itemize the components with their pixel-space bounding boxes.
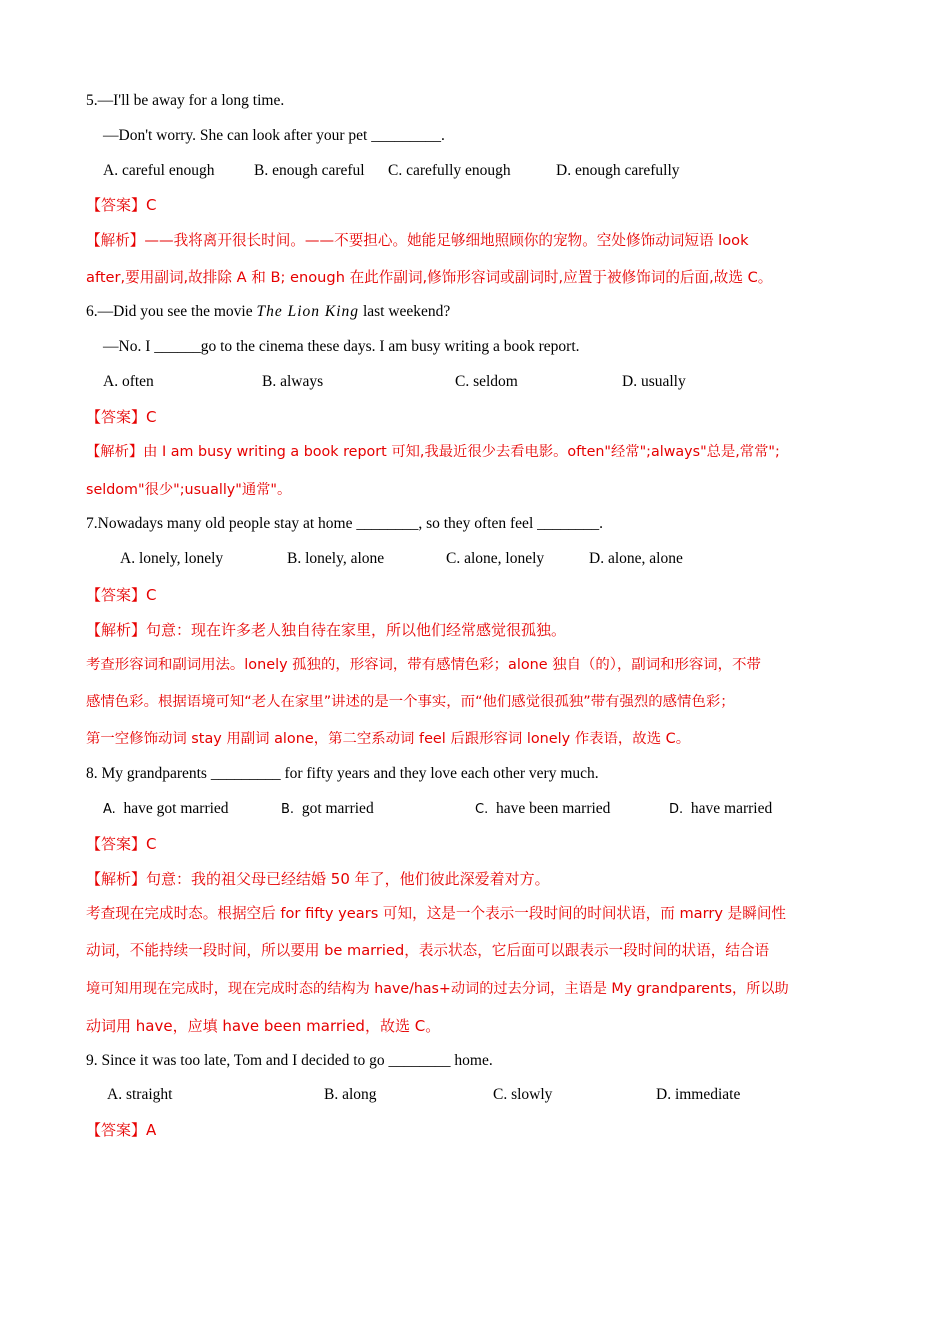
question-7-analysis-line4: 第一空修饰动词 stay 用副词 alone，第二空系动词 feel 后跟形容词 lonely 作表语，故选 C。 (86, 731, 691, 747)
question-8-option-b: B. got married (281, 800, 374, 817)
question-6-reply: —No. I ______go to the cinema these days. I am busy writing a book report. (103, 338, 580, 355)
question-7-analysis-line3: 感情色彩。根据语境可知“老人在家里”讲述的是一个事实，而“他们感觉很孤独”带有强烈的感情色彩； (86, 694, 735, 710)
question-8-stem: 8. My grandparents _________ for fifty years and they love each other very much. (86, 765, 599, 782)
question-7-analysis: 【解析】句意：现在许多老人独自待在家里，所以他们经常感觉很孤独。 (86, 621, 567, 639)
question-5-option-d: D. enough carefully (556, 162, 680, 179)
question-7-option-c: C. alone, lonely (446, 550, 545, 567)
question-9-stem: 9. Since it was too late, Tom and I decided to go ________ home. (86, 1052, 493, 1069)
question-6-option-b: B. always (262, 373, 324, 390)
question-8-analysis-line2: 考查现在完成时态。根据空后 for fifty years 可知，这是一个表示一段时间的时间状语，而 marry 是瞬间性 (86, 905, 787, 922)
question-5-option-c: C. carefully enough (388, 162, 511, 179)
question-6-option-c: C. seldom (455, 373, 518, 390)
question-8-option-d: D. have married (669, 800, 773, 817)
question-5-answer: 【答案】C (86, 196, 157, 214)
question-7-analysis-line2: 考查形容词和副词用法。lonely 孤独的，形容词，带有感情色彩；alone 独自（的），副词和形容词，不带 (86, 657, 761, 673)
question-8-option-c: C. have been married (475, 800, 611, 817)
question-8-analysis-line5: 动词用 have，应填 have been married，故选 C。 (86, 1017, 441, 1035)
question-9-option-a: A. straight (107, 1086, 173, 1103)
question-6-option-d: D. usually (622, 373, 686, 390)
question-9-option-c: C. slowly (493, 1086, 553, 1103)
question-7-answer: 【答案】C (86, 586, 157, 604)
question-8-answer: 【答案】C (86, 835, 157, 853)
question-7-stem: 7.Nowadays many old people stay at home ________, so they often feel ________. (86, 515, 603, 532)
question-5-option-b: B. enough careful (254, 162, 365, 179)
question-7-option-d: D. alone, alone (589, 550, 683, 567)
question-9-option-d: D. immediate (656, 1086, 741, 1103)
question-8-analysis-line4: 境可知用现在完成时，现在完成时态的结构为 have/has+动词的过去分词，主语是 My grandparents，所以助 (86, 981, 789, 997)
question-6-analysis-cont: seldom"很少";usually"通常"。 (86, 482, 292, 498)
question-6-stem: 6.—Did you see the movie The Lion King last weekend? (86, 303, 451, 320)
question-6-analysis: 【解析】由 I am busy writing a book report 可知,我最近很少去看电影。often"经常";always"总是,常常"; (86, 444, 780, 460)
question-5-option-a: A. careful enough (103, 162, 215, 179)
question-5-analysis-cont: after,要用副词,故排除 A 和 B; enough 在此作副词,修饰形容词或副词时,应置于被修饰词的后面,故选 C。 (86, 269, 773, 286)
question-5-reply: —Don't worry. She can look after your pet _________. (103, 127, 445, 144)
question-6-option-a: A. often (103, 373, 154, 390)
question-5-analysis: 【解析】——我将离开很长时间。——不要担心。她能足够细地照顾你的宠物。空处修饰动词短语 look (86, 232, 749, 249)
question-8-option-a: A. have got married (103, 800, 229, 817)
question-7-option-b: B. lonely, alone (287, 550, 385, 567)
question-8-analysis: 【解析】句意：我的祖父母已经结婚 50 年了，他们彼此深爱着对方。 (86, 870, 550, 888)
question-7-option-a: A. lonely, lonely (120, 550, 224, 567)
question-9-option-b: B. along (324, 1086, 377, 1103)
movie-title: The Lion King (256, 303, 360, 320)
question-9-answer: 【答案】A (86, 1121, 157, 1139)
question-6-answer: 【答案】C (86, 408, 157, 426)
question-8-analysis-line3: 动词，不能持续一段时间，所以要用 be married，表示状态，它后面可以跟表示一段时间的状语，结合语 (86, 942, 770, 959)
question-5-stem: 5.—I'll be away for a long time. (86, 92, 285, 109)
